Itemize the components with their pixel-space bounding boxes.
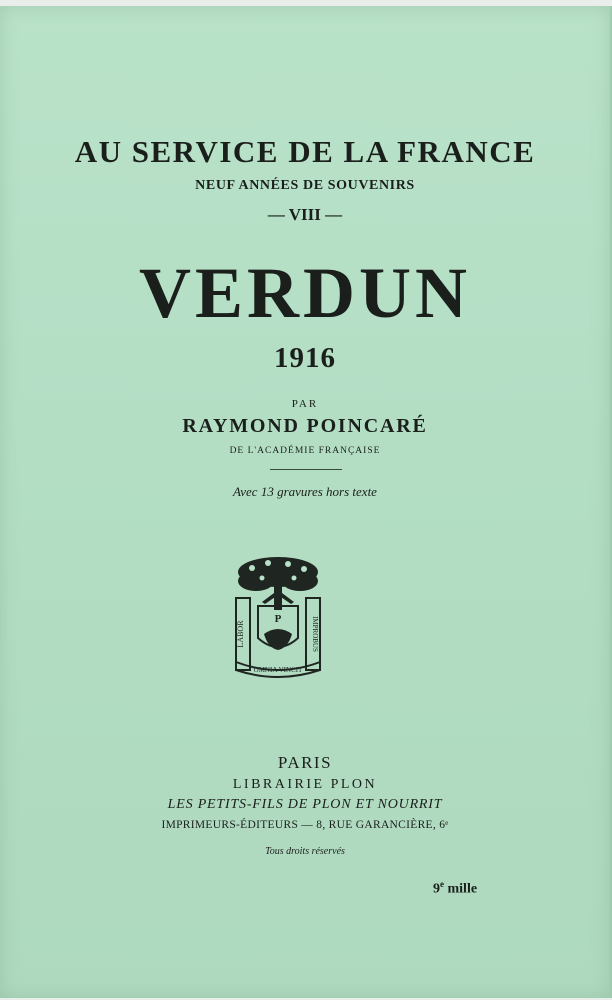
volume-number: — VIII —	[267, 205, 343, 224]
publication-city: PARIS	[277, 753, 333, 772]
edition-word: mille	[447, 881, 478, 897]
author-affiliation: DE L'ACADÉMIE FRANÇAISE	[229, 446, 381, 456]
publisher-mark-icon	[232, 554, 324, 678]
series-subtitle: NEUF ANNÉES DE SOUVENIRS	[195, 178, 415, 193]
edition-number: 9	[433, 881, 440, 897]
by-label: PAR	[291, 398, 319, 410]
publisher-successors: LES PETITS-FILS DE PLON ET NOURRIT	[167, 797, 443, 812]
emblem-monogram: P	[274, 613, 282, 625]
book-cover	[0, 6, 612, 998]
series-title: AU SERVICE DE LA FRANCE	[74, 134, 536, 169]
author-name: RAYMOND POINCARÉ	[182, 415, 428, 437]
divider-rule	[270, 469, 342, 470]
book-title: VERDUN	[138, 253, 471, 333]
emblem-motto-bottom: OMNIA VINCIT	[253, 666, 303, 674]
publisher-name: LIBRAIRIE PLON	[232, 777, 378, 792]
edition-label	[433, 879, 477, 898]
rights-notice: Tous droits réservés	[265, 846, 345, 857]
illustrations-note: Avec 13 gravures hors texte	[233, 484, 377, 499]
publisher-address: IMPRIMEURS-ÉDITEURS — 8, RUE GARANCIÈRE, 6ᵉ	[161, 819, 449, 831]
emblem-motto-left: LABOR	[236, 620, 245, 648]
edition-suffix: e	[440, 879, 444, 889]
emblem-motto-right: IMPROBUS	[311, 616, 319, 652]
book-year: 1916	[274, 342, 336, 374]
